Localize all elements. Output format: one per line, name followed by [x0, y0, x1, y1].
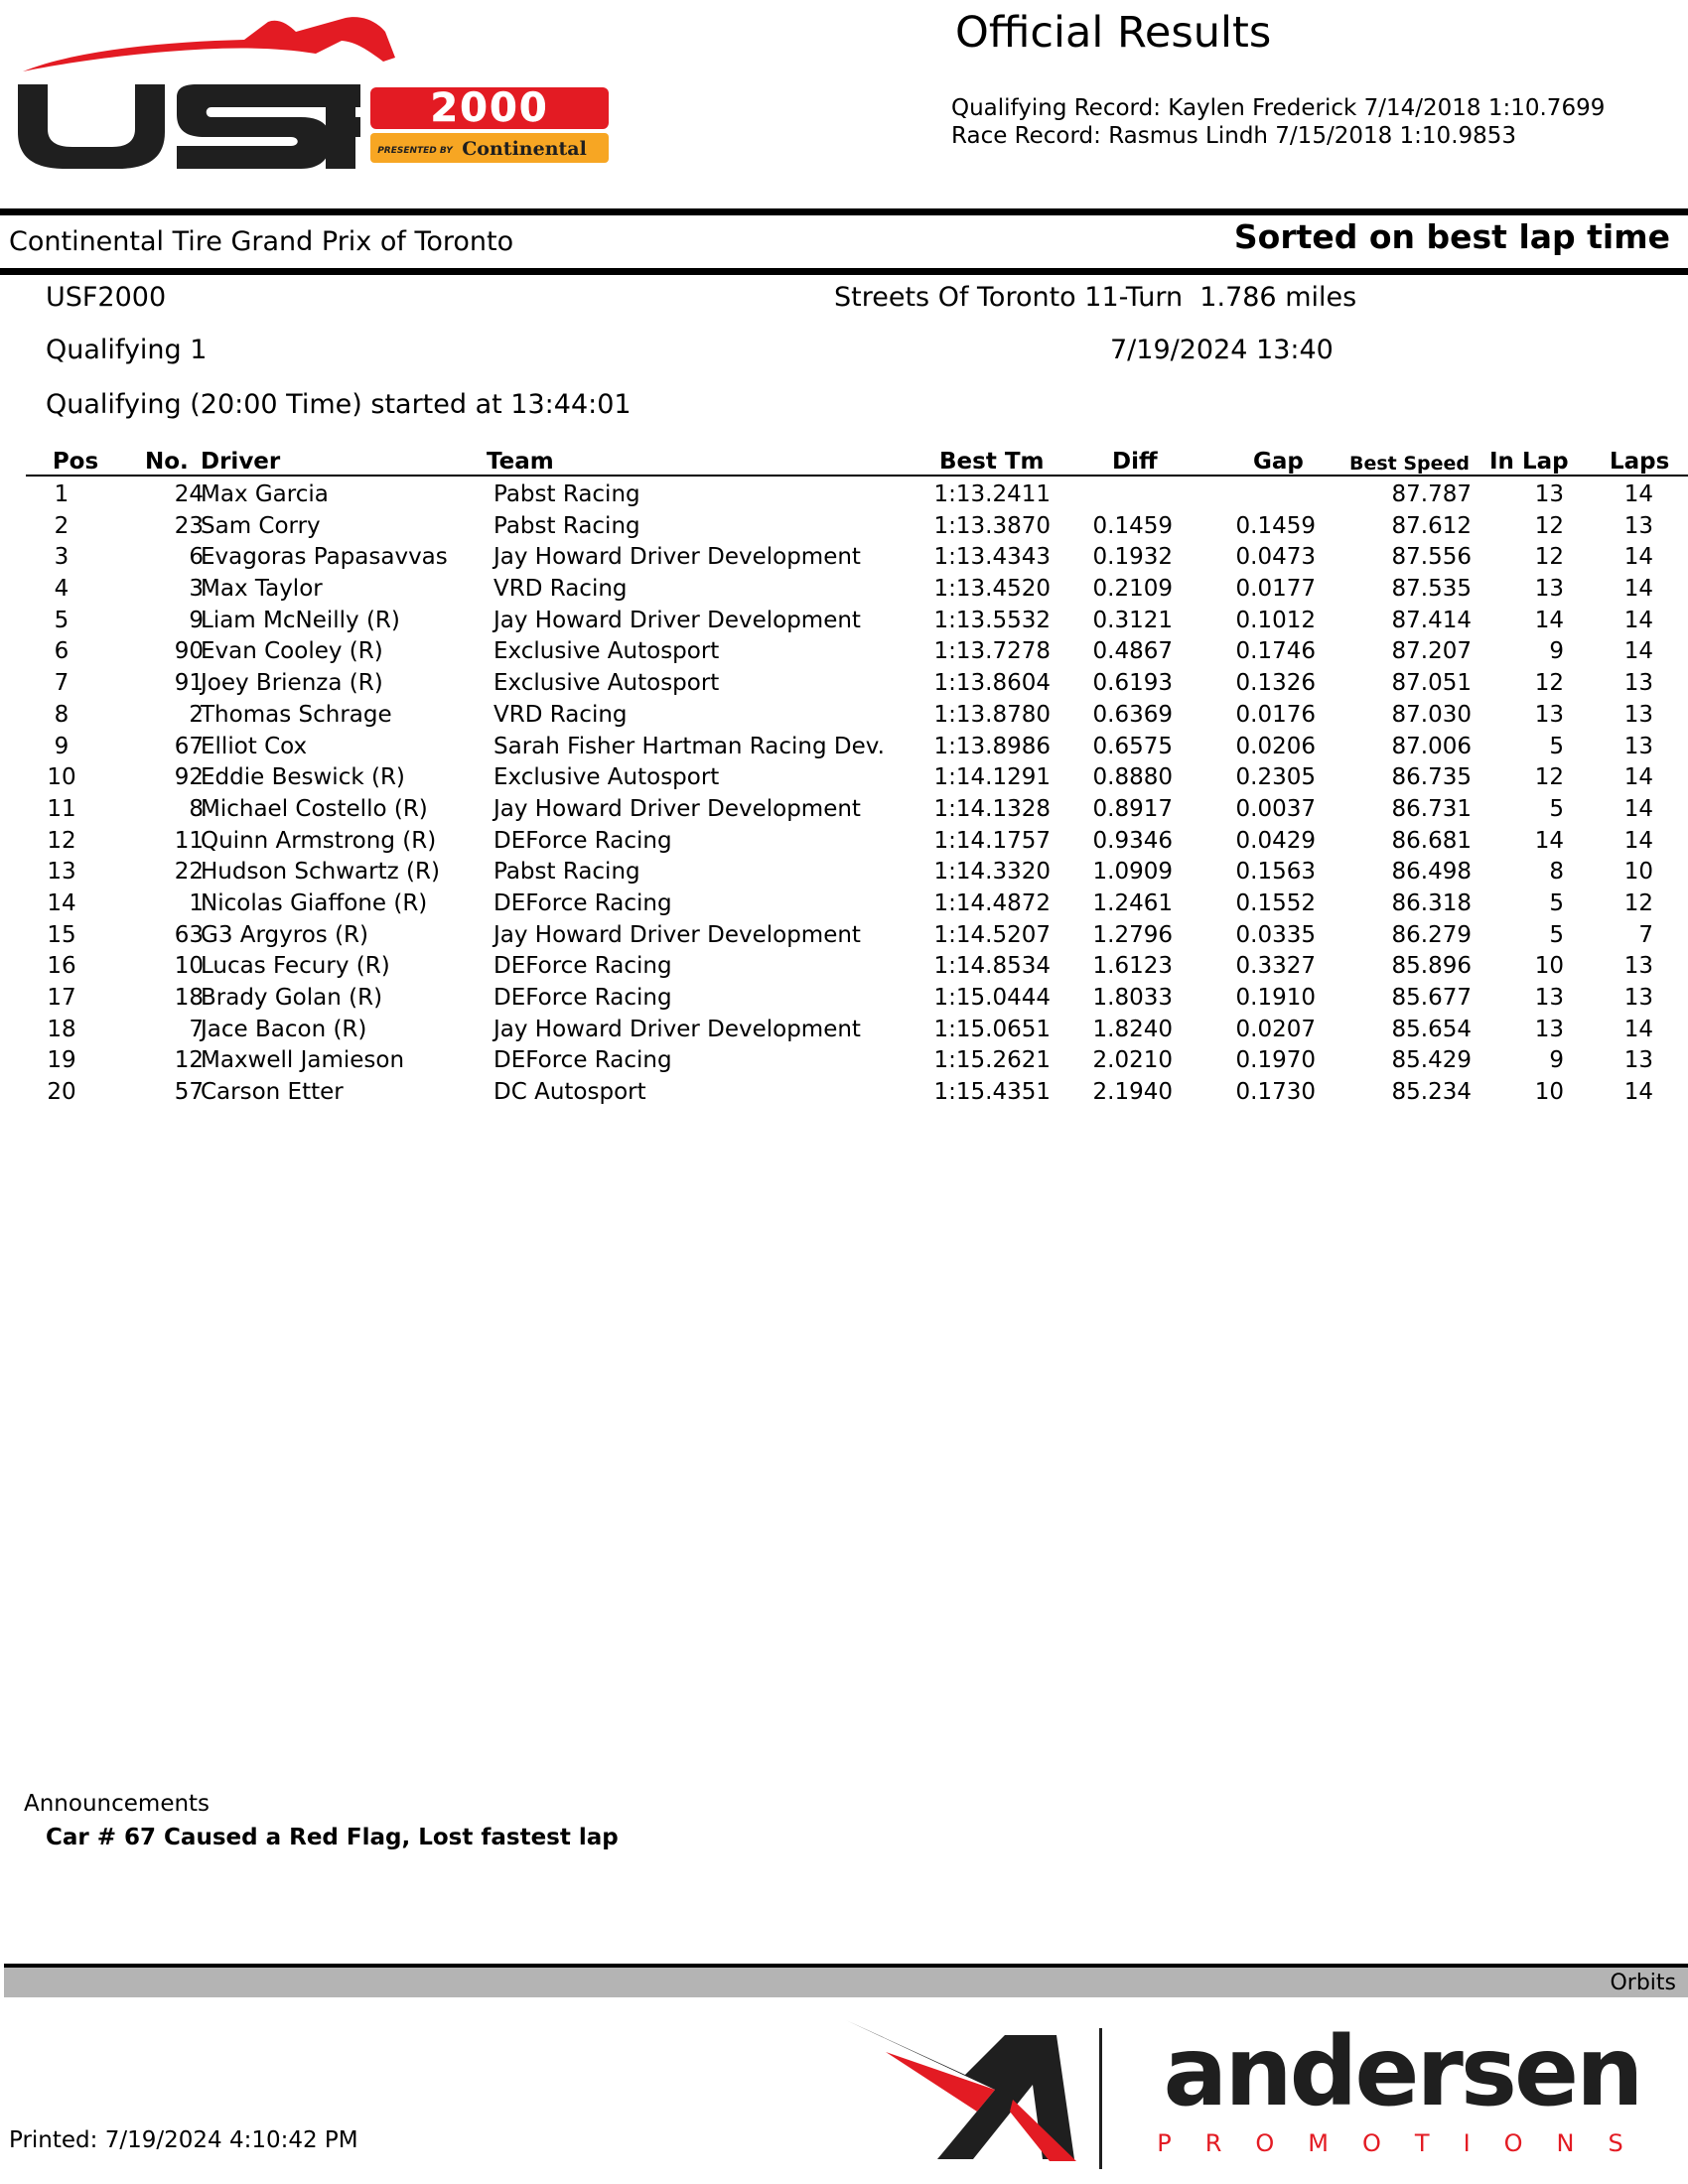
table-row: [26, 573, 1688, 605]
table-row: [26, 1044, 1688, 1076]
cell-team: VRD Racing: [493, 701, 628, 728]
cell-in-lap: 13: [1534, 481, 1564, 507]
col-header-team: Team: [487, 449, 554, 475]
cell-best-speed: 87.787: [1391, 481, 1472, 507]
timing-system-label: Orbits: [1610, 1971, 1676, 1995]
cell-best-speed: 86.279: [1391, 921, 1472, 948]
table-row: [26, 919, 1688, 951]
table-row: [26, 793, 1688, 825]
cell-pos: 4: [54, 576, 70, 603]
event-name: Continental Tire Grand Prix of Toronto: [9, 226, 514, 257]
cell-pos: 9: [54, 733, 70, 759]
cell-diff: 0.3121: [1092, 607, 1173, 633]
cell-driver: Brady Golan (R): [201, 985, 383, 1011]
track-info: Streets Of Toronto 11-Turn 1.786 miles: [834, 282, 1357, 313]
col-header-in-lap: In Lap: [1489, 449, 1569, 475]
cell-driver: G3 Argyros (R): [201, 921, 369, 948]
cell-driver: Max Taylor: [201, 576, 323, 603]
cell-laps: 13: [1623, 701, 1653, 728]
cell-gap: 0.1459: [1235, 512, 1316, 539]
cell-best-time: 1:13.3870: [933, 512, 1051, 539]
cell-laps: 14: [1623, 576, 1653, 603]
cell-diff: 0.8880: [1092, 764, 1173, 791]
cell-in-lap: 13: [1534, 985, 1564, 1011]
cell-gap: 0.1746: [1235, 638, 1316, 665]
col-header-best-speed: Best Speed: [1349, 453, 1471, 475]
session-datetime: 7/19/2024 13:40: [1110, 335, 1334, 365]
cell-gap: 0.0335: [1235, 921, 1316, 948]
cell-diff: 0.2109: [1092, 576, 1173, 603]
cell-car-number: 9: [189, 607, 204, 633]
cell-car-number: 7: [189, 1016, 204, 1042]
cell-car-number: 1: [189, 889, 204, 916]
cell-in-lap: 9: [1549, 638, 1564, 665]
cell-best-time: 1:14.8534: [933, 953, 1051, 980]
cell-best-time: 1:13.4520: [933, 576, 1051, 603]
cell-best-time: 1:13.8986: [933, 733, 1051, 759]
cell-best-time: 1:13.4343: [933, 544, 1051, 571]
cell-best-speed: 87.207: [1391, 638, 1472, 665]
cell-best-speed: 86.681: [1391, 827, 1472, 854]
cell-best-speed: 85.234: [1391, 1079, 1472, 1106]
cell-best-speed: 86.318: [1391, 889, 1472, 916]
cell-car-number: 23: [174, 512, 204, 539]
cell-in-lap: 12: [1534, 670, 1564, 697]
cell-in-lap: 14: [1534, 827, 1564, 854]
cell-team: Jay Howard Driver Development: [493, 607, 861, 633]
cell-diff: 0.6193: [1092, 670, 1173, 697]
cell-best-speed: 85.896: [1391, 953, 1472, 980]
cell-driver: Evan Cooley (R): [201, 638, 383, 665]
cell-driver: Jace Bacon (R): [201, 1016, 367, 1042]
cell-pos: 14: [47, 889, 76, 916]
cell-diff: 0.9346: [1092, 827, 1173, 854]
cell-best-speed: 85.429: [1391, 1047, 1472, 1074]
cell-driver: Quinn Armstrong (R): [201, 827, 437, 854]
col-header-pos: Pos: [52, 449, 99, 475]
cell-gap: 0.2305: [1235, 764, 1316, 791]
cell-pos: 3: [54, 544, 70, 571]
cell-in-lap: 5: [1549, 733, 1564, 759]
cell-car-number: 22: [174, 859, 204, 886]
cell-laps: 13: [1623, 733, 1653, 759]
document-title: Official Results: [955, 8, 1272, 58]
cell-team: Sarah Fisher Hartman Racing Dev.: [493, 733, 885, 759]
cell-team: Pabst Racing: [493, 859, 640, 886]
cell-gap: 0.1970: [1235, 1047, 1316, 1074]
cell-diff: 1.8240: [1092, 1016, 1173, 1042]
cell-car-number: 92: [174, 764, 204, 791]
series-name: USF2000: [46, 282, 167, 313]
col-header-gap: Gap: [1253, 449, 1304, 475]
qualifying-record: Qualifying Record: Kaylen Frederick 7/14/2018 1:10.7699: [951, 95, 1606, 121]
cell-car-number: 91: [174, 670, 204, 697]
cell-driver: Liam McNeilly (R): [201, 607, 400, 633]
cell-driver: Eddie Beswick (R): [201, 764, 405, 791]
cell-car-number: 18: [174, 985, 204, 1011]
cell-gap: 0.0207: [1235, 1016, 1316, 1042]
cell-diff: 0.1459: [1092, 512, 1173, 539]
cell-best-time: 1:15.2621: [933, 1047, 1051, 1074]
andersen-wordmark: andersen: [1163, 2020, 1641, 2127]
cell-driver: Sam Corry: [201, 512, 321, 539]
results-header-row: [26, 449, 1688, 477]
cell-in-lap: 9: [1549, 1047, 1564, 1074]
cell-diff: 0.4867: [1092, 638, 1173, 665]
cell-pos: 15: [47, 921, 76, 948]
cell-pos: 10: [47, 764, 76, 791]
cell-driver: Evagoras Papasavvas: [201, 544, 448, 571]
cell-best-time: 1:13.8604: [933, 670, 1051, 697]
cell-pos: 7: [54, 670, 70, 697]
andersen-subtitle: PROMOTIONS: [1157, 2129, 1657, 2157]
cell-gap: 0.0037: [1235, 795, 1316, 822]
cell-best-speed: 87.612: [1391, 512, 1472, 539]
cell-diff: 2.0210: [1092, 1047, 1173, 1074]
announcements-title: Announcements: [24, 1791, 211, 1817]
cell-laps: 14: [1623, 827, 1653, 854]
cell-driver: Hudson Schwartz (R): [201, 859, 440, 886]
cell-laps: 14: [1623, 607, 1653, 633]
cell-in-lap: 10: [1534, 1079, 1564, 1106]
logo-letter-u: [18, 84, 165, 169]
cell-best-time: 1:14.1757: [933, 827, 1051, 854]
logo-presented-by: PRESENTED BY: [377, 146, 453, 156]
cell-diff: 0.6369: [1092, 701, 1173, 728]
logo-car-swoosh: [23, 17, 395, 71]
cell-gap: 0.1552: [1235, 889, 1316, 916]
cell-laps: 14: [1623, 638, 1653, 665]
cell-best-speed: 87.051: [1391, 670, 1472, 697]
table-row: [26, 982, 1688, 1014]
table-row: [26, 887, 1688, 919]
cell-in-lap: 8: [1549, 859, 1564, 886]
cell-gap: 0.1910: [1235, 985, 1316, 1011]
cell-gap: 0.1326: [1235, 670, 1316, 697]
cell-pos: 13: [47, 859, 76, 886]
race-record: Race Record: Rasmus Lindh 7/15/2018 1:10.9853: [951, 123, 1517, 149]
cell-best-speed: 86.735: [1391, 764, 1472, 791]
cell-pos: 19: [47, 1047, 76, 1074]
cell-best-speed: 86.731: [1391, 795, 1472, 822]
cell-diff: 1.2796: [1092, 921, 1173, 948]
cell-team: DEForce Racing: [493, 1047, 672, 1074]
cell-driver: Lucas Fecury (R): [201, 953, 390, 980]
cell-driver: Nicolas Giaffone (R): [201, 889, 428, 916]
cell-car-number: 6: [189, 544, 204, 571]
cell-pos: 2: [54, 512, 70, 539]
cell-best-time: 1:14.5207: [933, 921, 1051, 948]
cell-car-number: 67: [174, 733, 204, 759]
cell-in-lap: 14: [1534, 607, 1564, 633]
table-row: [26, 1076, 1688, 1108]
footer-bar: [4, 1968, 1688, 1997]
cell-laps: 10: [1623, 859, 1653, 886]
table-row: [26, 478, 1688, 510]
table-row: [26, 667, 1688, 699]
table-row: [26, 1014, 1688, 1045]
cell-car-number: 2: [189, 701, 204, 728]
cell-pos: 18: [47, 1016, 76, 1042]
cell-car-number: 10: [174, 953, 204, 980]
cell-in-lap: 13: [1534, 701, 1564, 728]
cell-team: DEForce Racing: [493, 889, 672, 916]
cell-diff: 1.8033: [1092, 985, 1173, 1011]
cell-best-speed: 85.677: [1391, 985, 1472, 1011]
announcement-text: Car # 67 Caused a Red Flag, Lost fastest lap: [46, 1825, 619, 1850]
cell-gap: 0.1730: [1235, 1079, 1316, 1106]
table-row: [26, 761, 1688, 793]
cell-driver: Joey Brienza (R): [201, 670, 383, 697]
table-row: [26, 605, 1688, 636]
cell-car-number: 63: [174, 921, 204, 948]
cell-driver: Thomas Schrage: [201, 701, 392, 728]
cell-driver: Elliot Cox: [201, 733, 308, 759]
cell-diff: 2.1940: [1092, 1079, 1173, 1106]
cell-car-number: 8: [189, 795, 204, 822]
cell-pos: 1: [54, 481, 70, 507]
andersen-divider: [1099, 2028, 1102, 2169]
cell-best-time: 1:15.4351: [933, 1079, 1051, 1106]
col-header-best-time: Best Tm: [939, 449, 1045, 475]
printed-timestamp: Printed: 7/19/2024 4:10:42 PM: [9, 2127, 358, 2153]
table-row: [26, 825, 1688, 857]
table-row: [26, 510, 1688, 542]
col-header-diff: Diff: [1112, 449, 1158, 475]
cell-team: Exclusive Autosport: [493, 638, 720, 665]
cell-team: VRD Racing: [493, 576, 628, 603]
cell-gap: 0.1012: [1235, 607, 1316, 633]
cell-gap: 0.0177: [1235, 576, 1316, 603]
cell-laps: 13: [1623, 512, 1653, 539]
session-start: Qualifying (20:00 Time) started at 13:44:01: [46, 389, 632, 420]
cell-laps: 14: [1623, 1016, 1653, 1042]
cell-best-time: 1:13.8780: [933, 701, 1051, 728]
cell-best-speed: 85.654: [1391, 1016, 1472, 1042]
logo-letter-s: [177, 84, 331, 169]
cell-laps: 14: [1623, 764, 1653, 791]
cell-gap: 0.0206: [1235, 733, 1316, 759]
cell-best-time: 1:14.4872: [933, 889, 1051, 916]
cell-diff: 0.8917: [1092, 795, 1173, 822]
cell-laps: 13: [1623, 953, 1653, 980]
cell-in-lap: 5: [1549, 795, 1564, 822]
cell-best-time: 1:13.5532: [933, 607, 1051, 633]
cell-pos: 8: [54, 701, 70, 728]
cell-laps: 14: [1623, 795, 1653, 822]
cell-car-number: 3: [189, 576, 204, 603]
cell-driver: Maxwell Jamieson: [201, 1047, 405, 1074]
cell-gap: 0.0429: [1235, 827, 1316, 854]
results-table: [26, 449, 1688, 1108]
cell-best-speed: 87.414: [1391, 607, 1472, 633]
logo-letter-f: [326, 84, 360, 169]
col-header-laps: Laps: [1610, 449, 1670, 475]
cell-gap: 0.0473: [1235, 544, 1316, 571]
cell-best-speed: 87.556: [1391, 544, 1472, 571]
cell-team: DEForce Racing: [493, 985, 672, 1011]
cell-laps: 13: [1623, 985, 1653, 1011]
cell-diff: 1.2461: [1092, 889, 1173, 916]
table-row: [26, 856, 1688, 887]
cell-diff: 0.1932: [1092, 544, 1173, 571]
cell-team: Pabst Racing: [493, 512, 640, 539]
cell-car-number: 11: [174, 827, 204, 854]
cell-laps: 14: [1623, 481, 1653, 507]
cell-in-lap: 13: [1534, 576, 1564, 603]
cell-best-time: 1:14.3320: [933, 859, 1051, 886]
cell-pos: 6: [54, 638, 70, 665]
cell-in-lap: 12: [1534, 512, 1564, 539]
cell-pos: 17: [47, 985, 76, 1011]
cell-team: Jay Howard Driver Development: [493, 544, 861, 571]
cell-car-number: 24: [174, 481, 204, 507]
cell-driver: Carson Etter: [201, 1079, 344, 1106]
table-row: [26, 950, 1688, 982]
cell-laps: 12: [1623, 889, 1653, 916]
cell-car-number: 90: [174, 638, 204, 665]
header-rule-bottom: [0, 268, 1688, 275]
table-row: [26, 699, 1688, 731]
cell-gap: 0.0176: [1235, 701, 1316, 728]
cell-team: DEForce Racing: [493, 827, 672, 854]
cell-best-speed: 86.498: [1391, 859, 1472, 886]
cell-in-lap: 12: [1534, 544, 1564, 571]
cell-team: DC Autosport: [493, 1079, 646, 1106]
cell-best-speed: 87.535: [1391, 576, 1472, 603]
cell-car-number: 12: [174, 1047, 204, 1074]
cell-laps: 14: [1623, 1079, 1653, 1106]
cell-best-speed: 87.006: [1391, 733, 1472, 759]
cell-car-number: 57: [174, 1079, 204, 1106]
cell-team: Jay Howard Driver Development: [493, 921, 861, 948]
cell-best-time: 1:14.1328: [933, 795, 1051, 822]
header-rule-top: [0, 208, 1688, 215]
cell-in-lap: 12: [1534, 764, 1564, 791]
cell-team: Exclusive Autosport: [493, 764, 720, 791]
andersen-promotions-logo: [846, 2020, 1688, 2169]
cell-pos: 20: [47, 1079, 76, 1106]
usf2000-logo: [18, 10, 614, 174]
cell-diff: 0.6575: [1092, 733, 1173, 759]
session-name: Qualifying 1: [46, 335, 208, 365]
cell-best-time: 1:13.2411: [933, 481, 1051, 507]
cell-team: Jay Howard Driver Development: [493, 1016, 861, 1042]
cell-best-time: 1:15.0444: [933, 985, 1051, 1011]
table-row: [26, 731, 1688, 762]
sort-note: Sorted on best lap time: [1233, 217, 1670, 256]
col-header-driver: Driver: [201, 449, 281, 475]
cell-in-lap: 10: [1534, 953, 1564, 980]
cell-pos: 16: [47, 953, 76, 980]
cell-gap: 0.3327: [1235, 953, 1316, 980]
cell-gap: 0.1563: [1235, 859, 1316, 886]
cell-in-lap: 13: [1534, 1016, 1564, 1042]
logo-sponsor-name: Continental: [462, 138, 587, 160]
cell-best-time: 1:13.7278: [933, 638, 1051, 665]
cell-best-time: 1:14.1291: [933, 764, 1051, 791]
table-row: [26, 541, 1688, 573]
cell-team: Pabst Racing: [493, 481, 640, 507]
cell-laps: 13: [1623, 1047, 1653, 1074]
col-header-no: No.: [145, 449, 189, 475]
cell-laps: 14: [1623, 544, 1653, 571]
cell-team: Exclusive Autosport: [493, 670, 720, 697]
cell-pos: 5: [54, 607, 70, 633]
table-row: [26, 635, 1688, 667]
cell-laps: 13: [1623, 670, 1653, 697]
cell-driver: Max Garcia: [201, 481, 329, 507]
cell-diff: 1.0909: [1092, 859, 1173, 886]
cell-driver: Michael Costello (R): [201, 795, 428, 822]
cell-team: Jay Howard Driver Development: [493, 795, 861, 822]
cell-laps: 7: [1638, 921, 1653, 948]
results-body: [26, 477, 1688, 1108]
logo-2000-text: 2000: [430, 85, 549, 131]
cell-team: DEForce Racing: [493, 953, 672, 980]
cell-in-lap: 5: [1549, 889, 1564, 916]
cell-best-speed: 87.030: [1391, 701, 1472, 728]
cell-pos: 12: [47, 827, 76, 854]
cell-diff: 1.6123: [1092, 953, 1173, 980]
cell-best-time: 1:15.0651: [933, 1016, 1051, 1042]
cell-pos: 11: [47, 795, 76, 822]
cell-in-lap: 5: [1549, 921, 1564, 948]
